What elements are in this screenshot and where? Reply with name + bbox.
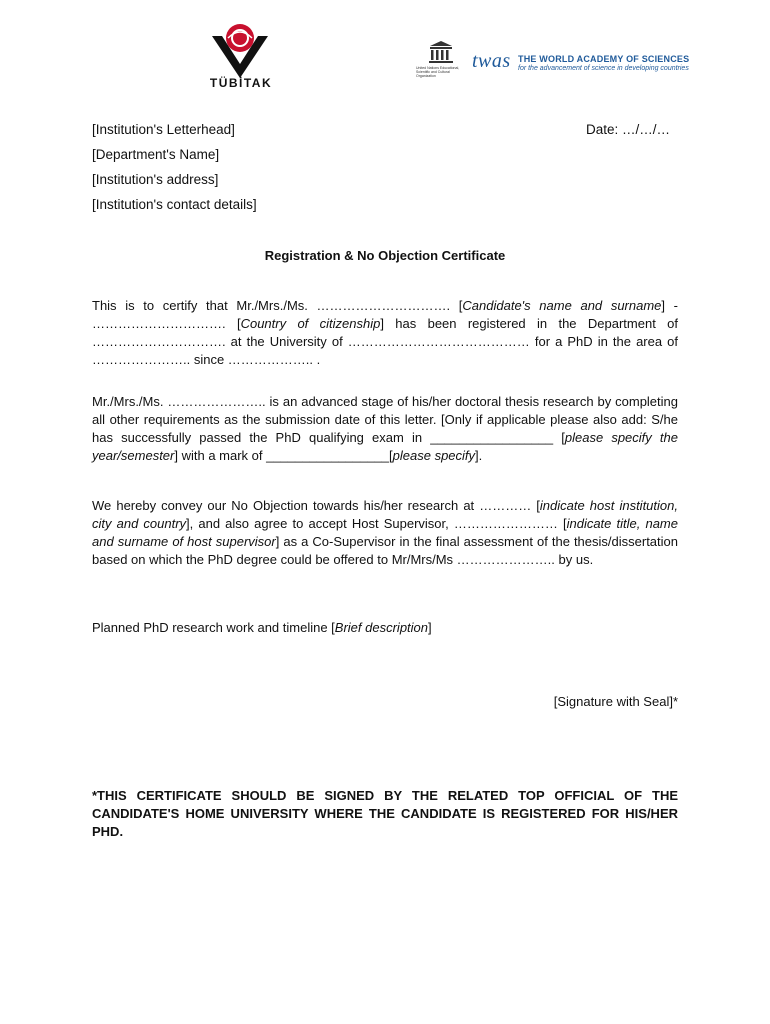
document-title: Registration & No Objection Certificate (264, 248, 506, 263)
research-plan-paragraph: Planned PhD research work and timeline [Brief description] (92, 620, 432, 635)
institution-address: [Institution's address] (92, 172, 219, 187)
progress-paragraph: Mr./Mrs./Ms. ………………….. is an advanced stage of his/her doctoral thesis research by completing all other requirements as the submission date of this letter. [Only if applicable please also add: S/he has successfully passed the PhD qualifying exam in _________________ [please specify the year/semester] with a mark of _________________[please specify]. (92, 394, 678, 463)
twas-subtitle: for the advancement of science in developing countries (518, 65, 689, 72)
twas-title: THE WORLD ACADEMY OF SCIENCES (518, 54, 690, 64)
signature-line: [Signature with Seal]* (553, 694, 678, 709)
tubitak-name: TÜBİTAK (209, 76, 273, 90)
department-name: [Department's Name] (92, 147, 220, 162)
twas-wordmark: twas (472, 50, 511, 72)
footnote: *THIS CERTIFICATE SHOULD BE SIGNED BY THE RELATED TOP OFFICIAL OF THE CANDIDATE'S HOME UNIVERSITY WHERE THE CANDIDATE IS REGISTERED FOR HIS/HER PHD. (92, 788, 678, 839)
institution-contact: [Institution's contact details] (92, 197, 257, 212)
institution-letterhead: [Institution's Letterhead] (92, 122, 235, 137)
date-line: Date: …/…/… (586, 122, 671, 137)
no-objection-paragraph: We hereby convey our No Objection towards his/her research at ………… [indicate host institution, city and country], and also agree to accept Host Supervisor, …………………… [indicate title, name and surname of host supervisor] as a Co-Supervisor in the final assessment of the thesis/dissertation based on which the PhD degree could be offered to Mr/Mrs/Ms ………………….. by us. (92, 498, 678, 567)
unesco-caption: United Nations Educational, Scientific and Cultural Organization (416, 66, 460, 78)
certification-paragraph: This is to certify that Mr./Mrs./Ms. …………………………. [Candidate's name and surname] - …………………………. [Country of citizenship] has been registered in the Department of …………………………. at the University of …………………………………… for a PhD in the area of ………………….. since ……………….. . (92, 298, 678, 367)
